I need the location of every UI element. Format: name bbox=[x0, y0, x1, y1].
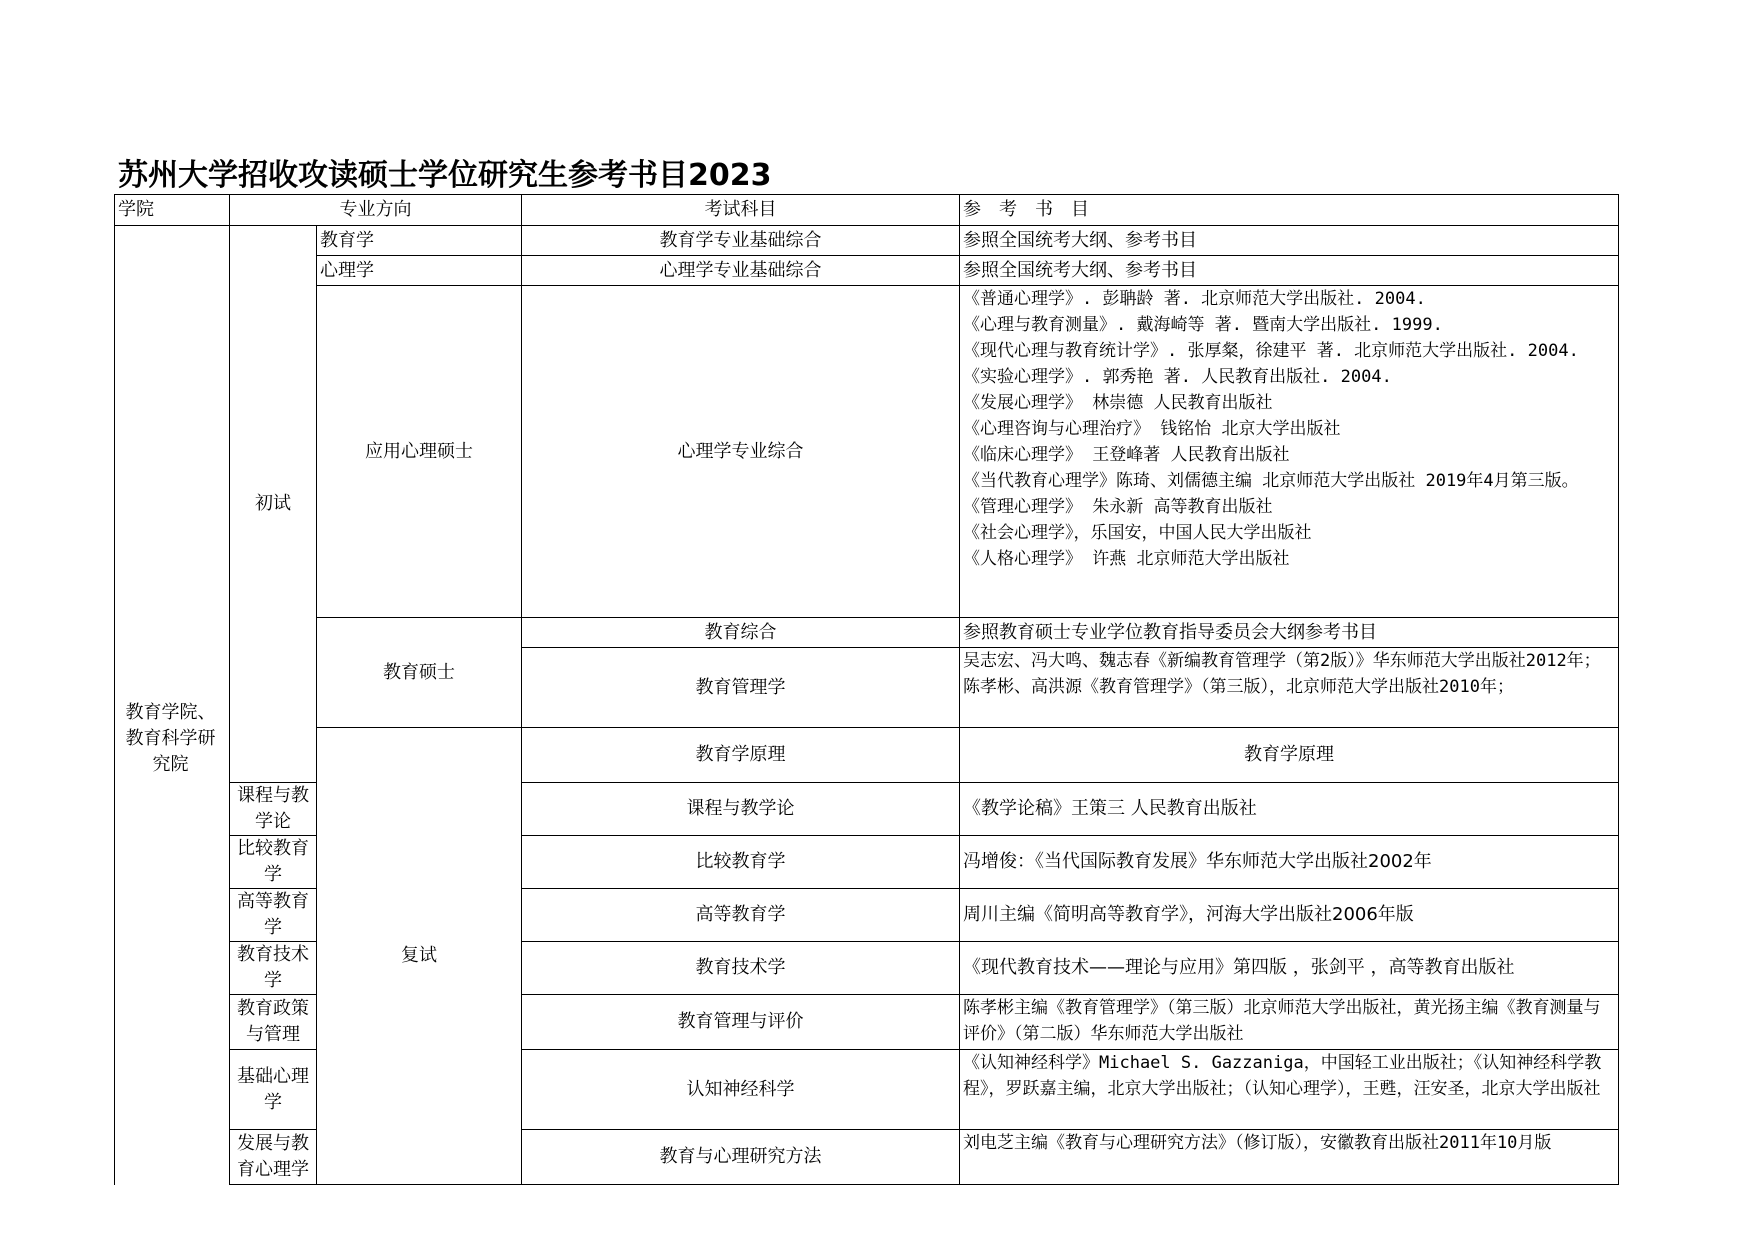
direction-cell: 基础心理学 bbox=[230, 1050, 317, 1130]
direction-cell: 教育学原理 bbox=[522, 728, 960, 783]
direction-cell: 心理学 bbox=[317, 256, 522, 286]
header-subject: 考试科目 bbox=[522, 195, 960, 226]
book-entry: 《实验心理学》. 郭秀艳 著. 人民教育出版社. 2004. bbox=[963, 367, 1392, 387]
books-cell: 参照教育硕士专业学位教育指导委员会大纲参考书目 bbox=[960, 618, 1619, 648]
book-entry: 《当代教育心理学》陈琦、刘儒德主编 北京师范大学出版社 2019年4月第三版。 bbox=[963, 471, 1579, 491]
table-row bbox=[115, 256, 1619, 286]
direction-cell: 应用心理硕士 bbox=[317, 286, 522, 618]
direction-cell: 教育硕士 bbox=[317, 618, 522, 728]
direction-cell: 教育技术学 bbox=[230, 942, 317, 995]
table-row bbox=[115, 618, 1619, 648]
book-entry: 《普通心理学》. 彭聃龄 著. 北京师范大学出版社. 2004. bbox=[963, 289, 1426, 309]
reference-book-table bbox=[114, 194, 1619, 1185]
stage-retest: 复试 bbox=[317, 728, 522, 1185]
books-cell: 陈孝彬主编《教育管理学》（第三版）北京师范大学出版社，黄光扬主编《教育测量与评价》（第二版）华东师范大学出版社 bbox=[960, 995, 1619, 1050]
direction-cell: 高等教育学 bbox=[230, 889, 317, 942]
subject-cell: 教育管理学 bbox=[522, 648, 960, 728]
direction-cell: 课程与教学论 bbox=[230, 783, 317, 836]
books-cell: 参照全国统考大纲、参考书目 bbox=[960, 256, 1619, 286]
book-entry: 《人格心理学》 许燕 北京师范大学出版社 bbox=[963, 549, 1290, 569]
subject-cell: 心理学专业基础综合 bbox=[522, 256, 960, 286]
books-cell bbox=[960, 286, 1619, 618]
subject-cell: 心理学专业综合 bbox=[522, 286, 960, 618]
books-cell: 吴志宏、冯大鸣、魏志春《新编教育管理学（第2版）》华东师范大学出版社2012年；陈孝彬、高洪源《教育管理学》（第三版），北京师范大学出版社2010年； bbox=[960, 648, 1619, 728]
header-college: 学院 bbox=[115, 195, 230, 226]
table-row bbox=[115, 226, 1619, 256]
book-entry: 《临床心理学》 王登峰著 人民教育出版社 bbox=[963, 445, 1290, 465]
direction-cell: 教育学 bbox=[317, 226, 522, 256]
table-header-row bbox=[115, 195, 1619, 226]
books-cell: 冯增俊：《当代国际教育发展》华东师范大学出版社2002年 bbox=[960, 836, 1619, 889]
direction-cell: 比较教育学 bbox=[230, 836, 317, 889]
header-books: 参 考 书 目 bbox=[960, 195, 1619, 226]
book-entry: 《心理与教育测量》. 戴海崎等 著. 暨南大学出版社. 1999. bbox=[963, 315, 1443, 335]
subject-cell: 比较教育学 bbox=[522, 836, 960, 889]
books-cell: 《教学论稿》王策三 人民教育出版社 bbox=[960, 783, 1619, 836]
book-entry: 《管理心理学》 朱永新 高等教育出版社 bbox=[963, 497, 1273, 517]
books-cell: 参照全国统考大纲、参考书目 bbox=[960, 226, 1619, 256]
subject-cell: 教育技术学 bbox=[522, 942, 960, 995]
books-cell: 周川主编《简明高等教育学》，河海大学出版社2006年版 bbox=[960, 889, 1619, 942]
books-cell: 《现代教育技术——理论与应用》第四版 ，张剑平 ，高等教育出版社 bbox=[960, 942, 1619, 995]
subject-cell: 认知神经科学 bbox=[522, 1050, 960, 1130]
table-row bbox=[115, 286, 1619, 618]
subject-cell: 高等教育学 bbox=[522, 889, 960, 942]
stage-first: 初试 bbox=[230, 226, 317, 783]
header-direction: 专业方向 bbox=[230, 195, 522, 226]
subject-cell: 教育与心理研究方法 bbox=[522, 1130, 960, 1185]
book-entry: 《社会心理学》，乐国安，中国人民大学出版社 bbox=[963, 523, 1312, 543]
book-entry: 《心理咨询与心理治疗》 钱铭怡 北京大学出版社 bbox=[963, 419, 1341, 439]
subject-cell: 教育学原理 bbox=[960, 728, 1619, 783]
subject-cell: 教育学专业基础综合 bbox=[522, 226, 960, 256]
book-entry: 《发展心理学》 林崇德 人民教育出版社 bbox=[963, 393, 1273, 413]
direction-cell: 发展与教育心理学 bbox=[230, 1130, 317, 1185]
subject-cell: 教育管理与评价 bbox=[522, 995, 960, 1050]
subject-cell: 课程与教学论 bbox=[522, 783, 960, 836]
subject-cell: 教育综合 bbox=[522, 618, 960, 648]
books-cell: 刘电芝主编《教育与心理研究方法》（修订版），安徽教育出版社2011年10月版 bbox=[960, 1130, 1619, 1185]
direction-cell: 教育政策与管理 bbox=[230, 995, 317, 1050]
page-title: 苏州大学招收攻读硕士学位研究生参考书目2023 bbox=[118, 158, 772, 193]
college-cell bbox=[115, 226, 230, 1185]
book-entry: 《现代心理与教育统计学》. 张厚粲，徐建平 著. 北京师范大学出版社. 2004. bbox=[963, 341, 1579, 361]
books-cell: 《认知神经科学》Michael S. Gazzaniga，中国轻工业出版社；《认知神经科学教程》，罗跃嘉主编，北京大学出版社；（认知心理学），王甦，汪安圣，北京大学出版社 bbox=[960, 1050, 1619, 1130]
table-row bbox=[115, 728, 1619, 783]
college-name: 教育学院、教育科学研究院 bbox=[125, 702, 216, 776]
